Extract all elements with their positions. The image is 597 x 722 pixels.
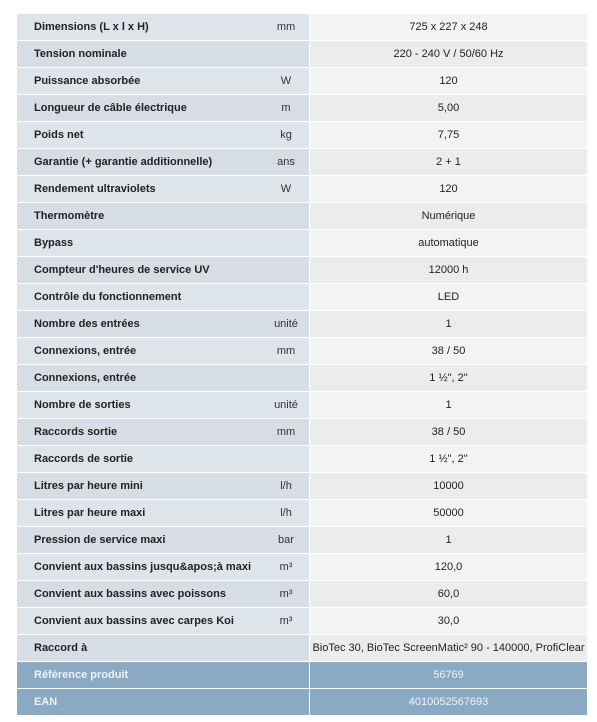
spec-row [17,635,587,662]
spec-label-cell [17,527,310,553]
spec-row [17,554,587,581]
spec-value: LED [310,284,587,310]
spec-label: Raccords de sortie [34,453,134,465]
spec-row [17,122,587,149]
spec-label-cell [17,284,310,310]
spec-value: 38 / 50 [310,338,587,364]
spec-label-cell [17,473,310,499]
spec-label: Tension nominale [34,48,127,60]
spec-label: Poids net [34,129,84,141]
spec-label-cell [17,68,310,94]
spec-unit: l/h [280,480,292,492]
spec-unit: W [280,183,292,195]
spec-value: 120,0 [310,554,587,580]
spec-label-cell [17,419,310,445]
spec-label: Thermomètre [34,210,105,222]
spec-unit: bar [278,534,294,546]
spec-label: Contrôle du fonctionnement [34,291,182,303]
spec-label: Connexions, entrée [34,372,137,384]
spec-value: 120 [310,68,587,94]
spec-unit: kg [280,129,292,141]
spec-unit: unité [274,399,298,411]
ean-value: 4010052567693 [310,689,587,715]
spec-label-cell [17,257,310,283]
spec-label-cell [17,149,310,175]
spec-value: 30,0 [310,608,587,634]
spec-label-cell [17,14,310,40]
spec-label-cell [17,122,310,148]
spec-label-cell [17,95,310,121]
spec-value: 220 - 240 V / 50/60 Hz [310,41,587,67]
spec-label: Rendement ultraviolets [34,183,156,195]
reference-value: 56769 [310,662,587,688]
ean-row [17,689,587,716]
spec-value: automatique [310,230,587,256]
spec-label-cell [17,176,310,202]
spec-unit: l/h [280,507,292,519]
spec-unit: unité [274,318,298,330]
spec-row [17,41,587,68]
spec-value: 38 / 50 [310,419,587,445]
spec-row [17,608,587,635]
spec-label-cell [17,635,310,661]
spec-label-cell [17,203,310,229]
spec-unit: W [280,75,292,87]
spec-row [17,338,587,365]
reference-label-cell [17,662,310,688]
spec-label: Raccords sortie [34,426,118,438]
reference-label: Référence produit [34,669,129,681]
spec-value: Numérique [310,203,587,229]
spec-value: 12000 h [310,257,587,283]
spec-label-cell [17,446,310,472]
spec-unit: ans [277,156,295,168]
spec-label: Dimensions (L x l x H) [34,21,149,33]
spec-table [17,14,587,716]
spec-label: Convient aux bassins jusqu&apos;à maxi [34,561,252,573]
reference-row [17,662,587,689]
spec-label: Nombre des entrées [34,318,140,330]
spec-label: Litres par heure mini [34,480,143,492]
spec-label-cell [17,554,310,580]
spec-row [17,284,587,311]
spec-label-cell [17,230,310,256]
spec-unit: mm [276,426,296,438]
spec-label-cell [17,581,310,607]
spec-value: 7,75 [310,122,587,148]
spec-row [17,311,587,338]
spec-row [17,14,587,41]
spec-label-cell [17,392,310,418]
spec-row [17,230,587,257]
spec-label-cell [17,311,310,337]
spec-value: 1 [310,392,587,418]
spec-row [17,392,587,419]
spec-label: Compteur d'heures de service UV [34,264,210,276]
spec-row [17,95,587,122]
spec-value: 1 ½", 2" [310,365,587,391]
spec-value: 725 x 227 x 248 [310,14,587,40]
spec-unit: mm [276,21,296,33]
spec-unit: m³ [279,588,293,600]
spec-label-cell [17,365,310,391]
spec-value: 50000 [310,500,587,526]
spec-label: Pression de service maxi [34,534,166,546]
spec-row [17,500,587,527]
spec-row [17,257,587,284]
spec-value: 120 [310,176,587,202]
spec-row [17,68,587,95]
spec-label: Puissance absorbée [34,75,141,87]
spec-value: 1 [310,527,587,553]
spec-row [17,149,587,176]
ean-label-cell [17,689,310,715]
spec-label: Connexions, entrée [34,345,137,357]
spec-label: Bypass [34,237,74,249]
spec-label: Raccord à [34,642,88,654]
ean-label: EAN [34,696,58,708]
spec-value: 60,0 [310,581,587,607]
spec-unit: m³ [279,615,293,627]
spec-value: 1 [310,311,587,337]
spec-row [17,176,587,203]
spec-unit: m³ [279,561,293,573]
spec-row [17,203,587,230]
spec-value: BioTec 30, BioTec ScreenMatic² 90 - 140000, ProfiClear [310,635,587,661]
spec-row [17,419,587,446]
spec-label: Longueur de câble électrique [34,102,187,114]
spec-row [17,365,587,392]
spec-value: 10000 [310,473,587,499]
spec-label: Litres par heure maxi [34,507,146,519]
spec-label-cell [17,338,310,364]
spec-value: 1 ½", 2" [310,446,587,472]
spec-row [17,581,587,608]
spec-label: Convient aux bassins avec poissons [34,588,226,600]
spec-label-cell [17,500,310,526]
spec-unit: m [281,102,291,114]
spec-row [17,473,587,500]
spec-value: 5,00 [310,95,587,121]
spec-label: Nombre de sorties [34,399,131,411]
spec-label: Convient aux bassins avec carpes Koi [34,615,234,627]
spec-label-cell [17,41,310,67]
spec-row [17,527,587,554]
spec-unit: mm [276,345,296,357]
spec-row [17,446,587,473]
spec-label-cell [17,608,310,634]
spec-label: Garantie (+ garantie additionnelle) [34,156,213,168]
spec-value: 2 + 1 [310,149,587,175]
